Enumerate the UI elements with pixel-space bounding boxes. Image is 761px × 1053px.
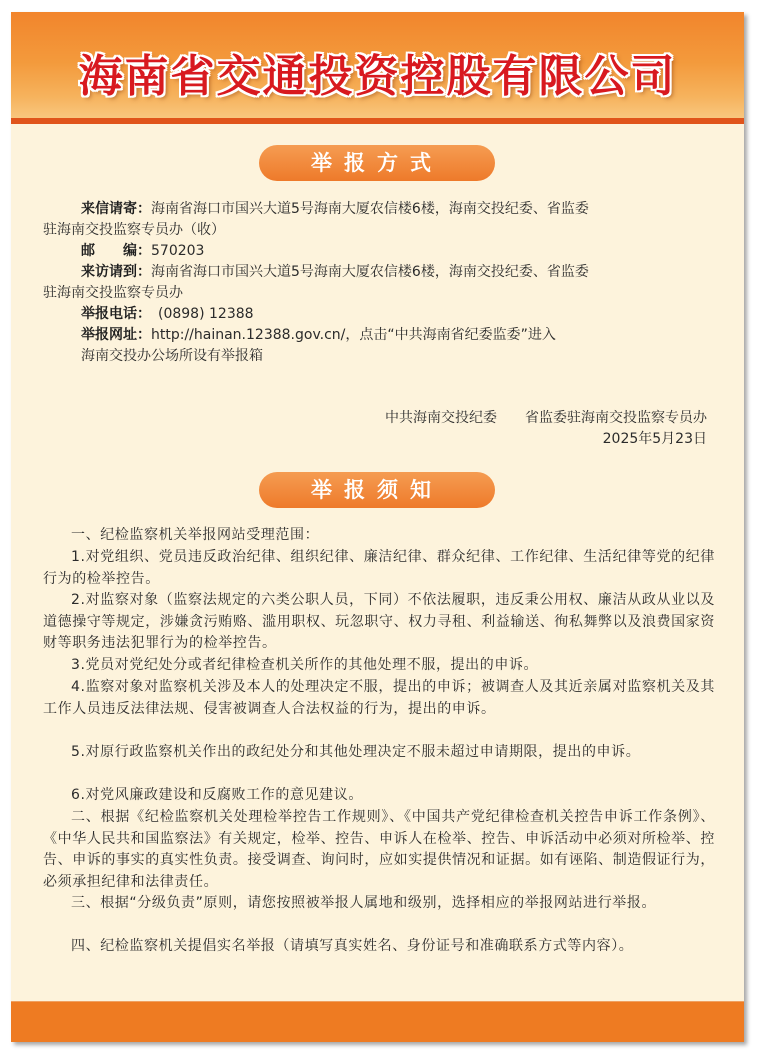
methods-heading: 举报方式 [259,145,495,181]
signer: 中共海南交投纪委 省监委驻海南交投监察专员办 [385,410,707,426]
notice-heading: 举报须知 [259,472,495,508]
postcode-label: 邮 编： [81,243,151,259]
notice-paragraph: 三、根据“分级负责”原则，请您按照被举报人属地和级别，选择相应的举报网站进行举报。 [71,895,657,911]
report-box-note: 海南交投办公场所设有举报箱 [81,348,263,364]
visit-label: 来访请到： [81,264,151,280]
notice-paragraph: 四、纪检监察机关提倡实名举报（请填写真实姓名、身份证号和准确联系方式等内容）。 [71,938,634,954]
notice-paragraph: 3.党员对党纪处分或者纪律检查机关所作的其他处理不服，提出的申诉。 [71,657,539,673]
notice-paragraph: 5.对原行政监察机关作出的政纪处分和其他处理决定不服未超过申请期限，提出的申诉。 [71,744,641,760]
notice-paragraph: 6.对党风廉政建设和反腐败工作的意见建议。 [71,787,363,803]
phone-value: (0898) 12388 [144,306,254,322]
notice-paragraph: 1.对党组织、党员违反政治纪律、组织纪律、廉洁纪律、群众纪律、工作纪律、生活纪律等党的纪律行为的检举控告。 [43,549,715,587]
letter-line-1 [81,199,589,220]
header-banner [11,12,744,124]
postcode-line [81,241,204,262]
date: 2025年5月23日 [602,431,707,447]
notice-paragraph: 二、根据《纪检监察机关处理检举控告工作规则》、《中国共产党纪律检查机关控告申诉工作条例》、《中华人民共和国监察法》有关规定，检举、控告、申诉人在检举、控告、申诉活动中必须对所检举、控告、申诉的事实的真实性负责。接受调查、询问时，应如实提供情况和证据。如有诬陷、制造假证行为，必须承担纪律和法律责任。 [43,809,715,890]
letter-line-2: 驻海南交投监察专员办（收） [43,222,225,238]
web-label: 举报网址： [81,327,151,343]
notice-paragraph: 2.对监察对象（监察法规定的六类公职人员，下同）不依法履职，违反秉公用权、廉洁从政从业以及道德操守等规定，涉嫌贪污贿赂、滥用职权、玩忽职守、权力寻租、利益输送、徇私舞弊以及浪费国家资财等职务违法犯罪行为的检举控告。 [43,592,715,651]
phone-line [81,304,254,325]
web-value: http://hainan.12388.gov.cn/，点击“中共海南省纪委监委”进入 [151,327,556,343]
visit-address: 海南省海口市国兴大道5号海南大厦农信楼6楼，海南交投纪委、省监委 [151,264,589,280]
notice-paragraph: 一、纪检监察机关举报网站受理范围： [71,527,320,543]
company-title: 海南省交通投资控股有限公司 [78,51,677,102]
banner-divider [11,118,744,124]
poster [11,12,744,1042]
visit-line-2: 驻海南交投监察专员办 [43,285,183,301]
notice-paragraph: 4.监察对象对监察机关涉及本人的处理决定不服，提出的申诉；被调查人及其近亲属对监察机关及其工作人员违反法律法规、侵害被调查人合法权益的行为，提出的申诉。 [43,679,715,717]
web-line-1 [81,325,556,346]
postcode-value: 570203 [151,243,205,259]
letter-label: 来信请寄： [81,201,151,217]
phone-label: 举报电话： [81,306,144,322]
letter-address: 海南省海口市国兴大道5号海南大厦农信楼6楼，海南交投纪委、省监委 [151,201,589,217]
footer-bar [11,1001,744,1042]
visit-line-1 [81,262,589,283]
